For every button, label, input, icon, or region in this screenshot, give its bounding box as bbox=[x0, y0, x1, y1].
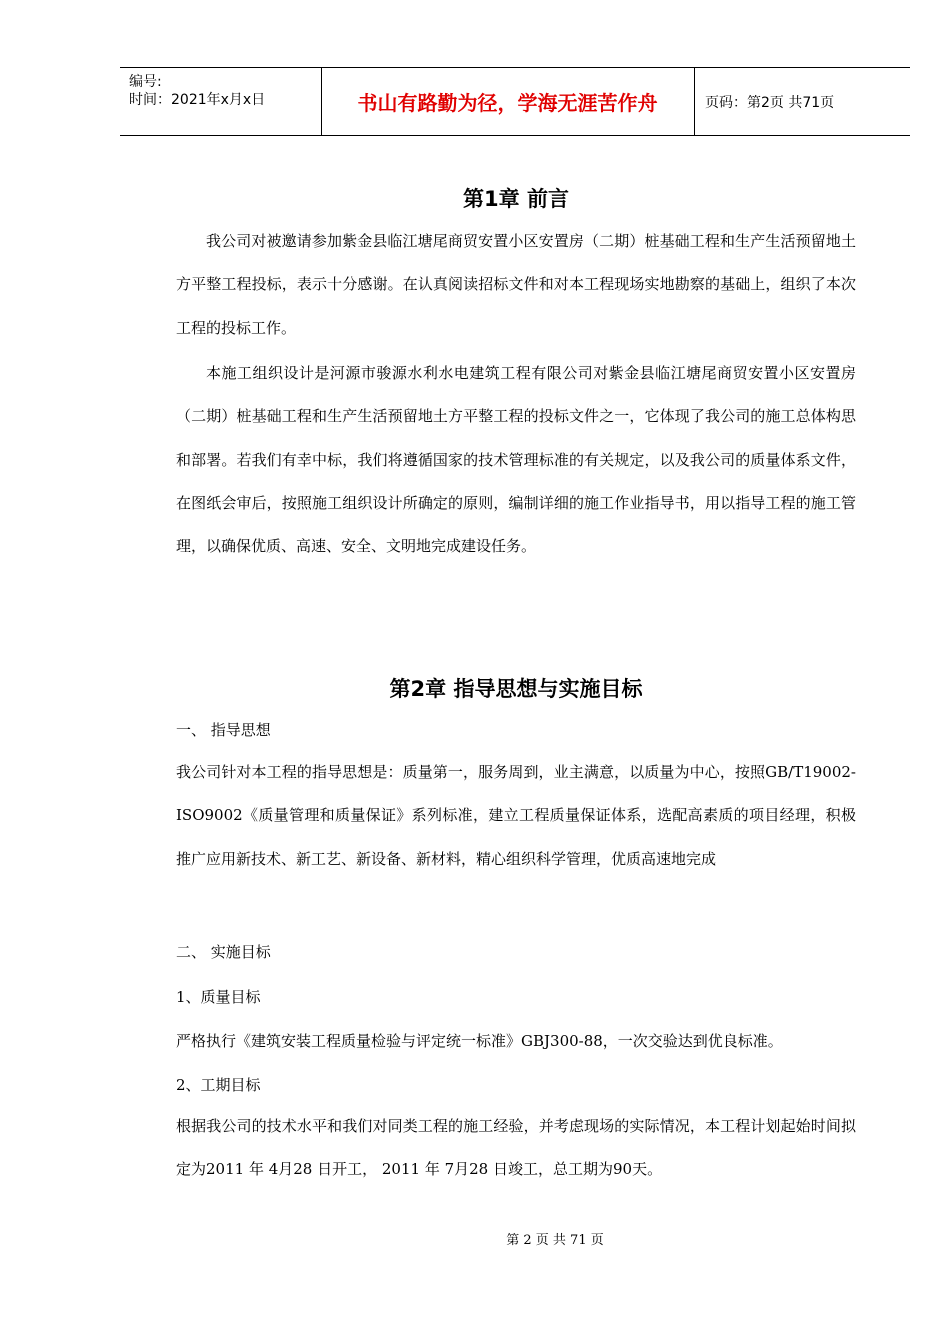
chapter-2-title: 第2章 指导思想与实施目标 bbox=[389, 677, 643, 701]
chapter-1-paragraph-2: 本施工组织设计是河源市骏源水利水电建筑工程有限公司对紫金县临江塘尾商贸安置小区安置房（二期）桩基础工程和生产生活预留地土方平整工程的投标文件之一，它体现了我公司的施工总体构思和部署。若我们有幸中标，我们将遵循国家的技术管理标准的有关规定，以及我公司的质量体系文件，在图纸会审后，按照施工组织设计所确定的原则，编制详细的施工作业指导书，用以指导工程的施工管理，以确保优质、高速、安全、文明地完成建设任务。 bbox=[176, 364, 856, 556]
header-meta bbox=[120, 68, 322, 135]
chapter-1-paragraph-1: 我公司对被邀请参加紫金县临江塘尾商贸安置小区安置房（二期）桩基础工程和生产生活预留地土方平整工程投标，表示十分感谢。在认真阅读招标文件和对本工程现场实地勘察的基础上，组织了本次工程的投标工作。 bbox=[176, 232, 856, 337]
section-1-heading: 一、 指导思想 bbox=[176, 721, 271, 739]
quality-goal-heading: 1、质量目标 bbox=[176, 988, 261, 1006]
page-header bbox=[120, 67, 910, 136]
quality-goal-text: 严格执行《建筑安装工程质量检验与评定统一标准》GBJ300-88，一次交验达到优良标准。 bbox=[176, 1032, 783, 1050]
document-time-label: 时间：2021年x月x日 bbox=[129, 92, 266, 108]
document-number-label: 编号: bbox=[129, 74, 162, 90]
header-motto: 书山有路勤为径，学海无涯苦作舟 bbox=[321, 68, 695, 135]
section-2-heading: 二、 实施目标 bbox=[176, 943, 271, 961]
header-page-info: 页码：第2页 共71页 bbox=[705, 94, 835, 111]
schedule-goal-text: 根据我公司的技术水平和我们对同类工程的施工经验，并考虑现场的实际情况，本工程计划起始时间拟定为2011 年 4月28 日开工， 2011 年 7月28 日竣工，总工期为90天。 bbox=[176, 1117, 856, 1179]
schedule-goal-heading: 2、工期目标 bbox=[176, 1076, 261, 1094]
chapter-1-title: 第1章 前言 bbox=[463, 187, 569, 211]
page-footer: 第 2 页 共 71 页 bbox=[506, 1233, 604, 1248]
section-1-paragraph: 我公司针对本工程的指导思想是：质量第一，服务周到，业主满意，以质量为中心，按照GB/T19002-ISO9002《质量管理和质量保证》系列标准，建立工程质量保证体系，选配高素质的项目经理，积极推广应用新技术、新工艺、新设备、新材料，精心组织科学管理，优质高速地完成 bbox=[176, 763, 856, 868]
